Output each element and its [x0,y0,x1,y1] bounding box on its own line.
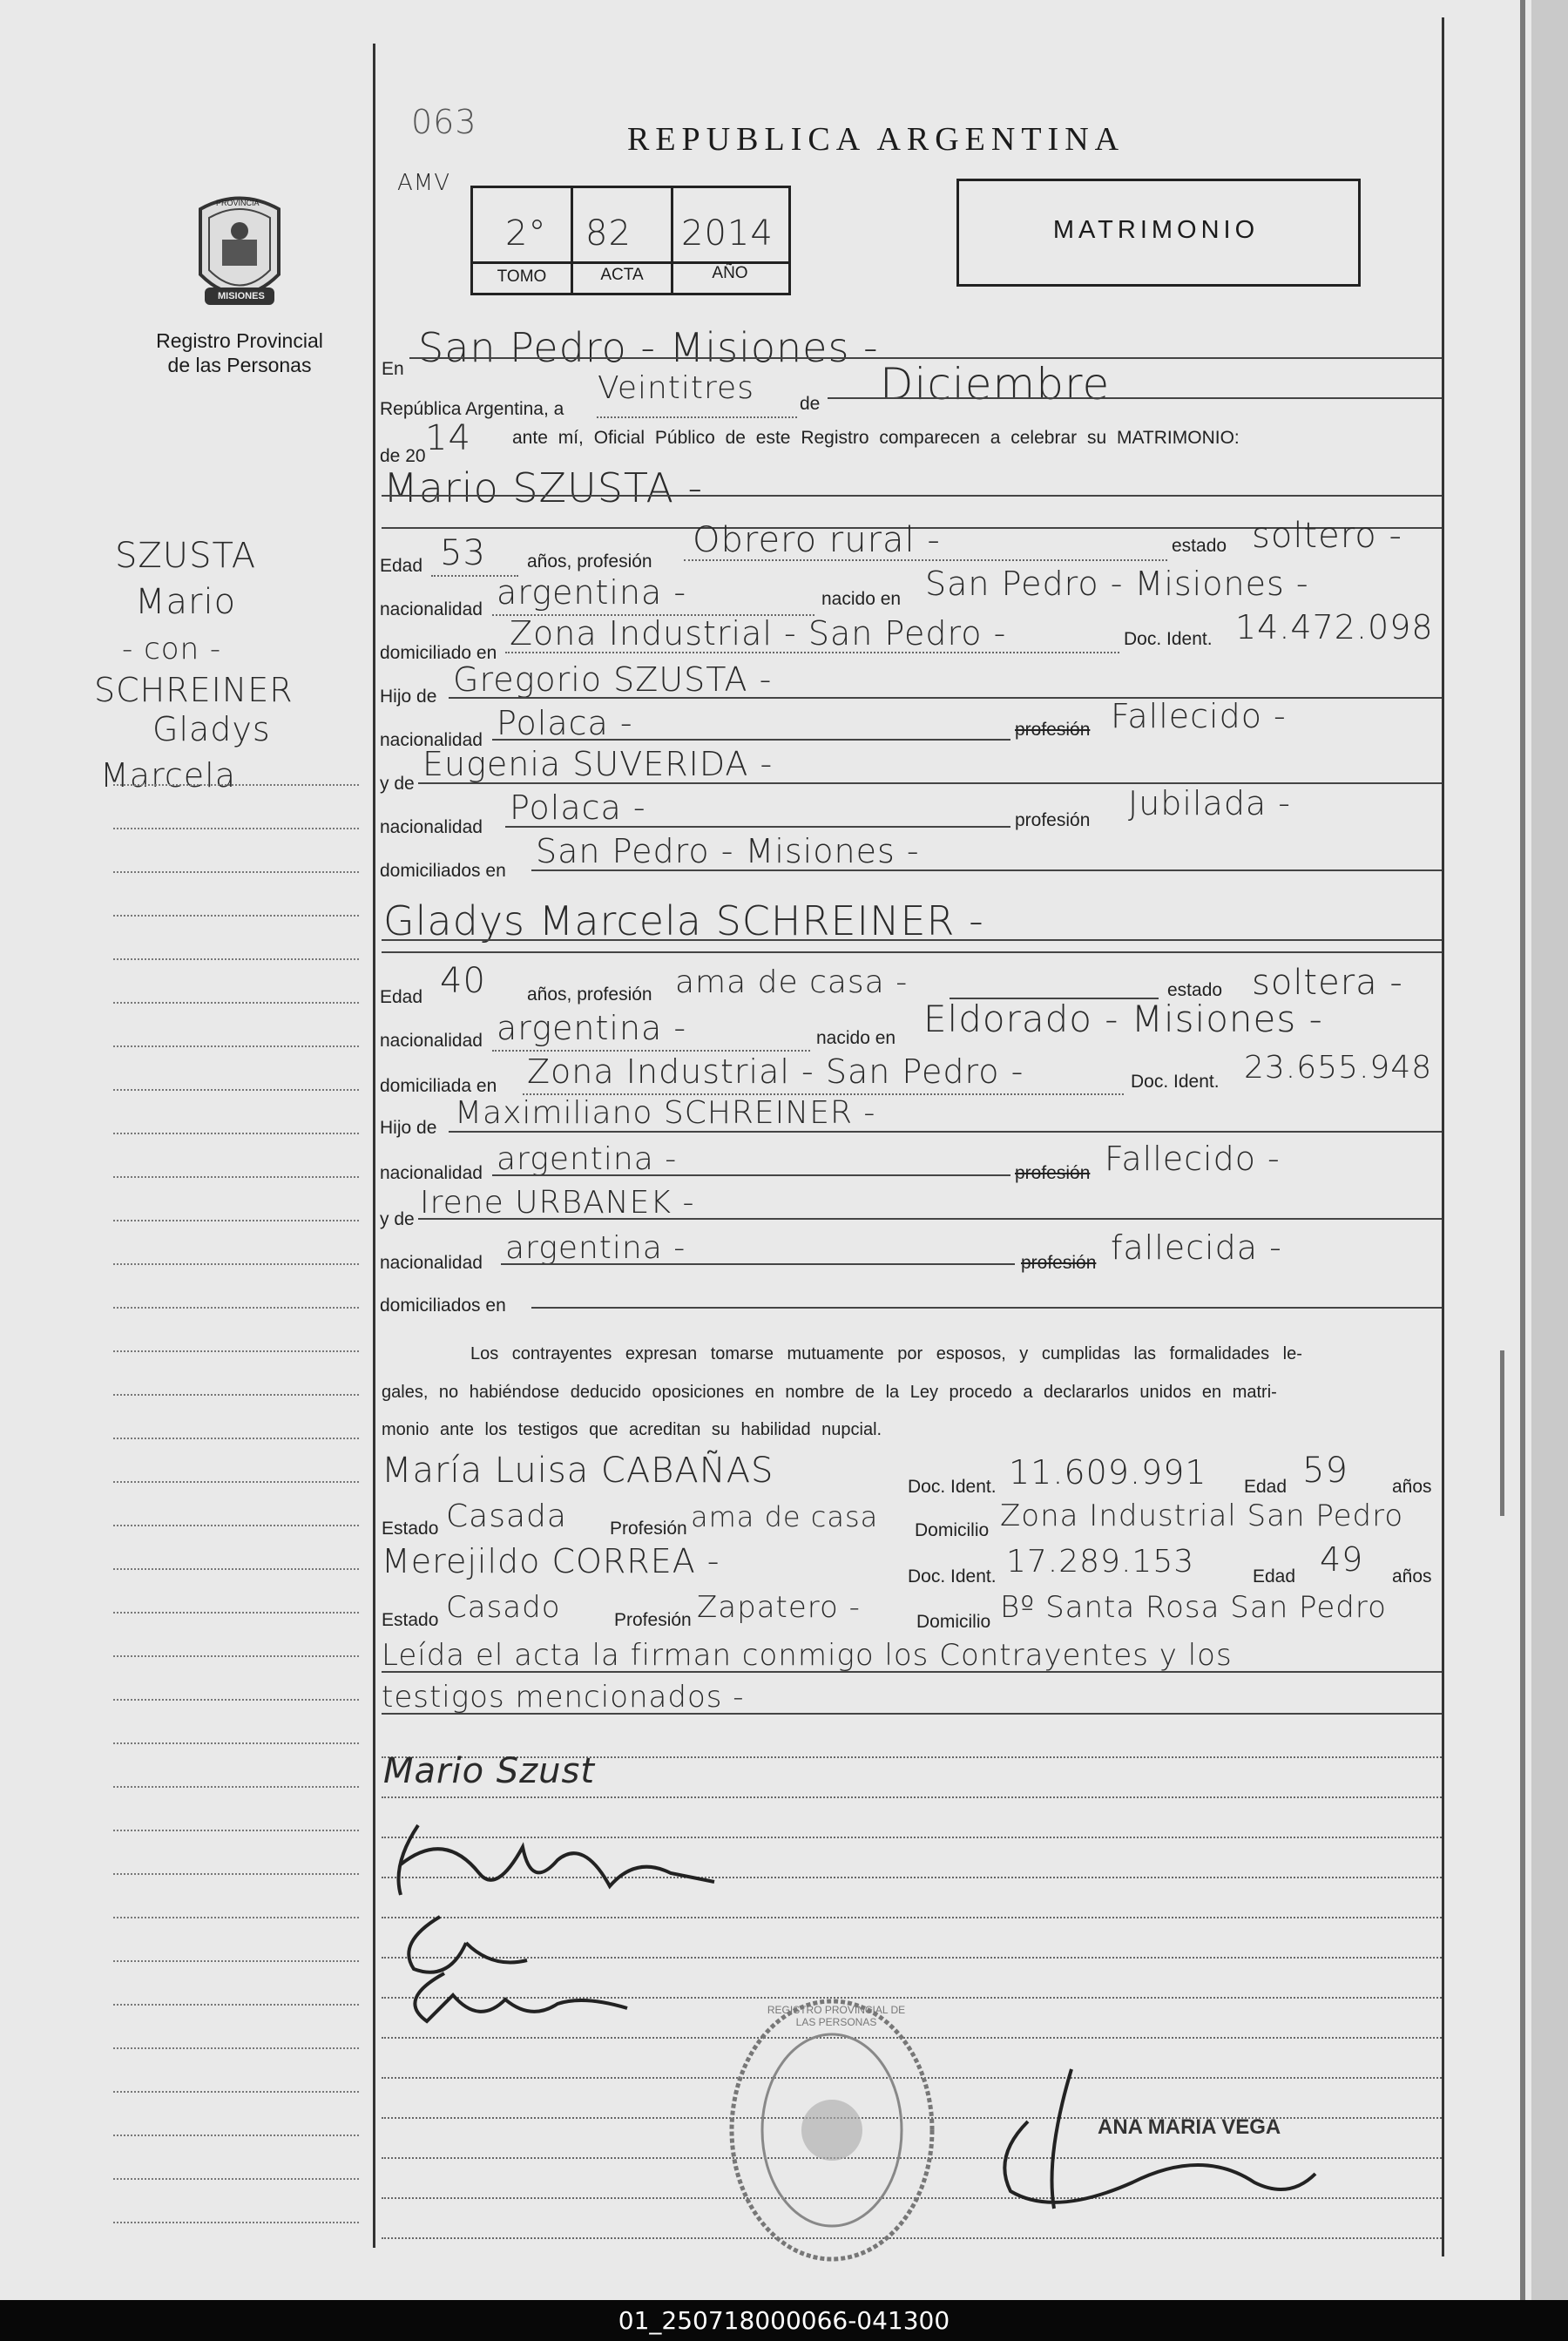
bride-doc-label: Doc. Ident. [1131,1072,1220,1092]
anio-value: 2014 [681,213,774,254]
bride-nacido-label: nacido en [816,1028,896,1048]
folio-annotation: AMV [397,170,451,196]
officer-stamp: ANA MARIA VEGA [1098,2115,1281,2139]
groom-mother-nationality: Polaca - [510,788,646,827]
republica-label: República Argentina, a [380,399,564,419]
year-suffix: 14 [425,418,471,458]
bride-doc: 23.655.948 [1244,1050,1433,1086]
groom-father-prof-label: profesión [1015,720,1091,740]
groom-dom-label: domiciliado en [380,643,497,663]
registry-round-seal [723,1991,941,2270]
groom-nac-label: nacionalidad [380,599,483,619]
acta-value: 82 [585,213,632,254]
witness2-doc: 17.289.153 [1006,1544,1195,1580]
en-label: En [382,359,404,379]
bride-birthplace: Eldorado - Misiones - [923,998,1323,1040]
folio-number: 063 [411,103,477,141]
groom-profession: Obrero rural - [693,520,941,560]
seal-bottom-text: MISIONES [218,291,265,301]
witness2-estado: Casado [446,1590,561,1625]
witness2-dom-label: Domicilio [916,1612,991,1632]
witness2-doc-label: Doc. Ident. [908,1566,997,1587]
bride-signature [383,1812,723,1908]
registry-seal-text: REGISTRO PROVINCIAL DE LAS PERSONAS [767,2004,906,2028]
witness1-domicile: Zona Industrial San Pedro [1000,1499,1404,1533]
bride-mother-nac-label: nacionalidad [380,1253,483,1273]
closing-line1: Leída el acta la firman conmigo los Contrayentes y los [382,1638,1233,1673]
bride-mother: Irene URBANEK - [420,1185,695,1221]
groom-name: Mario SZUSTA - [383,464,704,511]
image-id-footer: 01_250718000066-041300 [0,2300,1568,2341]
bride-mother-yde-label: y de [380,1209,415,1229]
ceremony-month: Diciembre [880,359,1111,409]
witness1-estado-label: Estado [382,1519,439,1539]
witness1-age: 59 [1302,1451,1348,1491]
country-heading: REPUBLICA ARGENTINA [627,121,1125,158]
bride-father-profession: Fallecido - [1105,1140,1281,1178]
groom-parents-dom-label: domiciliados en [380,861,506,881]
witness2-profession: Zapatero - [697,1590,861,1625]
bride-hijo-label: Hijo de [380,1118,437,1138]
groom-birthplace: San Pedro - Misiones - [925,565,1309,603]
acta-label: ACTA [600,266,644,284]
bride-mother-profession: fallecida - [1111,1228,1282,1267]
margin-note-line6: Marcela [100,756,236,795]
bride-father-nac-label: nacionalidad [380,1163,483,1183]
bride-estado: soltera - [1252,963,1403,1003]
groom-mother-profession: Jubilada - [1128,784,1292,822]
document-type: MATRIMONIO [1052,216,1260,244]
witness2-name: Merejildo CORREA - [382,1542,720,1580]
bride-nationality: argentina - [497,1009,687,1047]
groom-edad-label: Edad [380,556,423,576]
registry-name-line2: de las Personas [167,354,312,376]
left-frame-line [373,44,375,2248]
groom-mother: Eugenia SUVERIDA - [422,745,774,783]
year-prefix: de 20 [380,446,426,466]
bride-father-nationality: argentina - [497,1141,678,1177]
groom-doc-label: Doc. Ident. [1124,629,1213,649]
witness2-domicile: Bº Santa Rosa San Pedro [1000,1590,1387,1625]
witness2-anios-label: años [1392,1566,1432,1587]
groom-father-profession: Fallecido - [1111,697,1287,735]
witness1-anios-label: años [1392,1477,1432,1497]
groom-estado: soltero - [1252,516,1402,556]
witness1-doc: 11.609.991 [1009,1453,1207,1492]
provincial-seal-logo [187,192,292,322]
groom-mother-nac-label: nacionalidad [380,817,483,837]
witness1-estado: Casada [446,1499,567,1534]
witness2-edad-label: Edad [1253,1566,1296,1587]
bride-mother-prof-label: profesión [1021,1253,1097,1273]
bride-nac-label: nacionalidad [380,1031,483,1051]
bride-dom-label: domiciliada en [380,1076,497,1096]
groom-hijo-label: Hijo de [380,687,437,707]
declaration-line3: monio ante los testigos que acreditan su habilidad nupcial. [382,1420,882,1439]
bride-name: Gladys Marcela SCHREINER - [383,897,984,944]
groom-parents-domicile: San Pedro - Misiones - [536,832,920,870]
bride-parents-dom-label: domiciliados en [380,1296,506,1316]
ceremony-day: Veintitres [598,370,754,406]
groom-father-nac-label: nacionalidad [380,730,483,750]
witness2-age: 49 [1320,1540,1364,1579]
witness2-estado-label: Estado [382,1610,439,1630]
groom-father-nationality: Polaca - [497,704,633,742]
registry-name-line1: Registro Provincial [156,329,323,352]
tomo-label: TOMO [497,267,547,286]
margin-note-line3: - con - [122,632,222,666]
bride-profesion-label: años, profesión [527,984,652,1005]
groom-doc: 14.472.098 [1235,608,1434,646]
witness2-signature [392,1960,636,2039]
bride-domicile: Zona Industrial - San Pedro - [527,1052,1024,1091]
groom-nationality: argentina - [497,573,687,612]
right-frame-line [1442,17,1444,2256]
seal-top-text: PROVINCIA [216,199,260,207]
witness1-name: María Luisa CABAÑAS [382,1451,774,1491]
bride-father: Maximiliano SCHREINER - [455,1095,876,1131]
witness1-prof-label: Profesión [610,1519,687,1539]
margin-note-line1: SZUSTA [115,536,257,576]
closing-line2: testigos mencionados - [382,1680,745,1715]
groom-profesion-label: años, profesión [527,551,652,572]
margin-note-line4: SCHREINER [94,671,294,709]
bride-mother-nationality: argentina - [505,1230,686,1266]
declaration-line1: Los contrayentes expresan tomarse mutuamente por esposos, y cumplidas las formalidades le- [470,1344,1302,1363]
groom-mother-prof-label: profesión [1015,810,1091,830]
groom-mother-yde-label: y de [380,774,415,794]
margin-note-line2: Mario [135,582,237,622]
groom-domicile: Zona Industrial - San Pedro - [510,614,1007,653]
bride-estado-label: estado [1167,980,1223,1000]
groom-estado-label: estado [1172,536,1227,556]
bride-edad-label: Edad [380,987,423,1007]
groom-father: Gregorio SZUSTA - [453,660,773,699]
bride-father-prof-label: profesión [1015,1163,1091,1183]
tomo-value: 2° [505,213,547,254]
anio-label: AÑO [712,264,748,282]
witness1-doc-label: Doc. Ident. [908,1477,997,1497]
witness1-edad-label: Edad [1244,1477,1288,1497]
groom-signature: Mario Szust [383,1751,596,1791]
de-label: de [800,394,821,414]
groom-nacido-label: nacido en [821,589,902,609]
ceremony-place: San Pedro - Misiones - [418,324,879,371]
appearance-statement: ante mí, Oficial Público de este Registro comparecen a celebrar su MATRIMONIO: [512,428,1240,448]
witness1-profession: ama de casa [691,1500,879,1533]
bride-age: 40 [440,961,486,1001]
declaration-line2: gales, no habiéndose deducido oposiciones en nombre de la Ley procedo a declararlos unidos en matri- [382,1383,1277,1402]
groom-age: 53 [440,533,486,573]
witness2-prof-label: Profesión [614,1610,692,1630]
witness1-dom-label: Domicilio [915,1520,990,1540]
margin-note-line5: Gladys [152,710,271,748]
bride-profession: ama de casa - [675,964,909,1000]
